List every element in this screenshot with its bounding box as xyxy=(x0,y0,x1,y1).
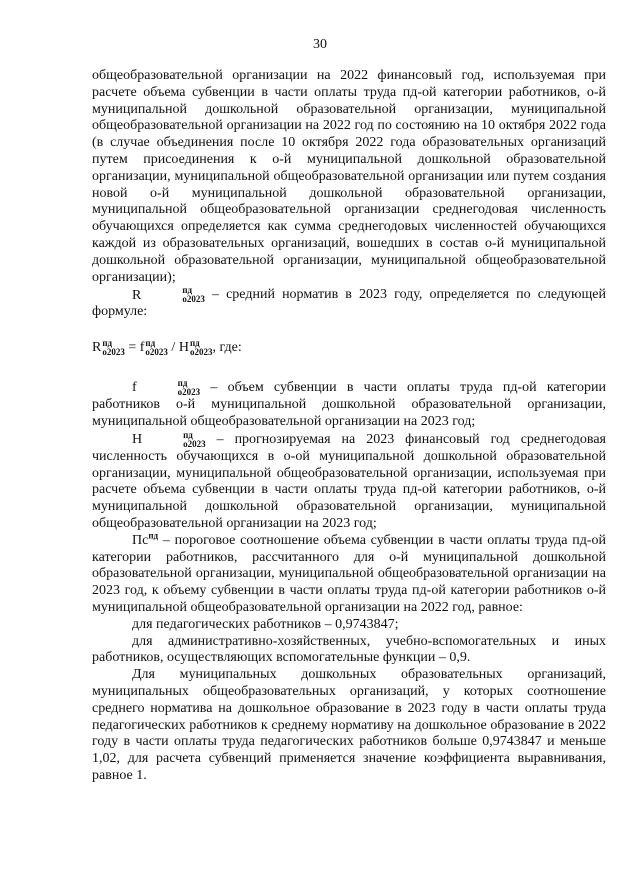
document-body xyxy=(92,68,606,785)
paragraph-continuation: общеобразовательной организации на 2022 финансовый год, используемая при расчете объема субвенции в части оплаты труда пд-ой категории работников, о-й муниципальной дошкольной образовательной организации, муниципальной общеобразовательной организации на 2022 год по состоянию на 10 октября 2022 года (в случае объединения после 10 октября 2022 года образовательных организаций путем присоединения к о-й муниципальной дошкольной образовательной организации, муниципальной общеобразовательной организации или путем создания новой о-й муниципальной дошкольной образовательной организации, муниципальной общеобразовательной организации среднегодовая численность обучающихся определяется как сумма среднегодовых численностей обучающихся каждой из образовательных организаций, вошедших в состав о-й муниципальной дошкольной образовательной организации, муниципальной общеобразовательной организации); xyxy=(92,68,606,285)
item-pedagogical: для педагогических работников – 0,9743847; xyxy=(132,616,399,632)
page-number: 30 xyxy=(313,37,327,52)
symbol-f: f пд о2023 xyxy=(132,378,201,398)
definition-h: Н пд о2023 – прогнозируемая на 2023 финансовый год среднегодовая численность обучающихся в о-ой муниципальной дошкольной образовательной организации, муниципальной общеобразовательной организации, используемая при расчете объема субвенции в части оплаты труда пд-ой категории работников, о-й муниципальной дошкольной образовательной организации, муниципальной общеобразовательной организации на 2023 год; xyxy=(92,429,606,531)
item-administrative: для административно-хозяйственных, учебно-вспомогательных и иных работников, осуществляющих вспомогательные функции – 0,9. xyxy=(92,633,606,666)
formula: R пд о2023 = f пд о2023 / Н пд о2023 , где: xyxy=(92,338,242,358)
symbol-h: Н пд о2023 xyxy=(132,429,206,449)
symbol-pc: $Пс^{пд}$ xyxy=(132,530,159,548)
definition-r: R пд о2023 – средний норматив в 2023 году, определяется по следующей формуле: xyxy=(92,285,606,320)
definition-f: f пд о2023 – объем субвенции в части оплаты труда пд-ой категории работников о-й муниципальной дошкольной образовательной организации, муниципальной общеобразовательной организации на 2023 год; xyxy=(92,378,606,429)
symbol-r: R пд о2023 xyxy=(132,285,205,305)
definition-pc: $Пс^{пд}$ – пороговое соотношение объема субвенции в части оплаты труда пд-ой категории работников, рассчитанного для о-й муниципальной дошкольной образовательной организации, муниципальной общеобразовательной организации на 2023 год, к объему субвенции в части оплаты труда пд-ой категории работников о-й муниципальной общеобразовательной организации на 2022 год, равное: xyxy=(92,530,606,615)
final-paragraph: Для муниципальных дошкольных образовательных организаций, муниципальных общеобразовательных организаций, у которых соотношение среднего норматива на дошкольное образование в 2023 году в части оплаты труда педагогических работников к среднему нормативу на дошкольное образование в 2022 году в части оплаты труда педагогических работников больше 0,9743847 и меньше 1,02, для расчета субвенций применяется значение коэффициента выравнивания, равное 1. xyxy=(92,667,606,783)
